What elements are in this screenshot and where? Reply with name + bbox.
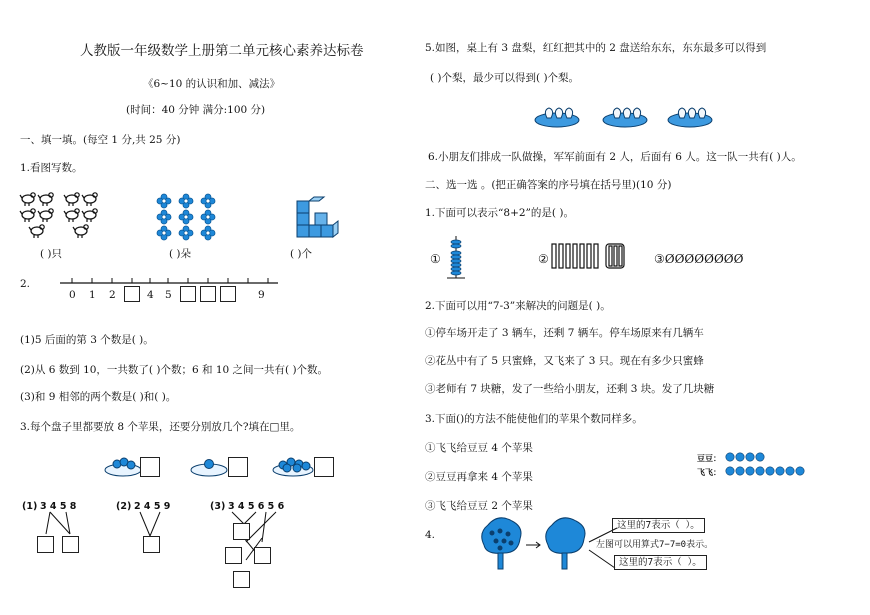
section1-heading: 一、填一填。(每空 1 分,共 25 分) bbox=[20, 134, 181, 146]
number-line-blank-box[interactable] bbox=[124, 286, 140, 302]
exam-meta: (时间：40 分钟 满分:100 分) bbox=[126, 104, 266, 116]
q2-part3: (3)和 9 相邻的两个数是( )和( )。 bbox=[20, 391, 177, 403]
s2-q2-option2: ②花丛中有了 5 只蜜蜂，又飞来了 3 只。现在有多少只蜜蜂 bbox=[425, 355, 704, 367]
q1-label: 1.看图写数。 bbox=[20, 162, 83, 174]
s2-q3-option1: ①飞飞给豆豆 4 个苹果 bbox=[425, 442, 533, 454]
feifei-label: 飞飞： bbox=[697, 468, 721, 477]
s2-q2-option3: ③老师有 7 块糖，发了一些给小朋友，还剩 3 块。发了几块糖 bbox=[425, 383, 715, 395]
split-3-nums: 3 4 5 6 5 6 bbox=[228, 501, 285, 512]
page-subtitle: 《6~10 的认识和加、减法》 bbox=[143, 78, 281, 90]
bird-group-icon bbox=[20, 192, 100, 242]
s2-q4-label: 4. bbox=[425, 529, 436, 541]
q5-line2: ( )个梨，最少可以得到( )个梨。 bbox=[430, 72, 580, 84]
split-1-tag: (1) bbox=[22, 501, 38, 512]
tick-5: 5 bbox=[165, 289, 172, 301]
apple-answer-box[interactable] bbox=[140, 457, 160, 477]
page-title: 人教版一年级数学上册第二单元核心素养达标卷 bbox=[80, 43, 364, 59]
q5-line1: 5.如图，桌上有 3 盘梨，红红把其中的 2 盘送给东东，东东最多可以得到 bbox=[425, 42, 767, 54]
q1-blank-birds[interactable]: ( )只 bbox=[40, 248, 63, 260]
split-answer-box[interactable] bbox=[143, 536, 160, 553]
split-1-nums: 3 4 5 8 bbox=[40, 501, 77, 512]
s2-q1-option2: ② bbox=[538, 252, 549, 266]
tick-4: 4 bbox=[147, 289, 154, 301]
split-answer-box[interactable] bbox=[233, 571, 250, 588]
split-answer-box[interactable] bbox=[225, 547, 242, 564]
number-line-blank-box[interactable] bbox=[200, 286, 216, 302]
tree-figure-icon bbox=[478, 517, 588, 575]
split-3-tag: (3) bbox=[210, 501, 226, 512]
s2-q3-option2: ②豆豆再拿来 4 个苹果 bbox=[425, 471, 533, 483]
split-2-tag: (2) bbox=[116, 501, 132, 512]
s2-q3-label: 3.下面()的方法不能使他们的苹果个数同样多。 bbox=[425, 413, 643, 425]
s2-q1-option3: ③ØØØØØØØØ bbox=[654, 252, 744, 266]
split-answer-box[interactable] bbox=[233, 523, 250, 540]
s2-q2-label: 2.下面可以用“7-3”来解决的问题是( )。 bbox=[425, 300, 611, 312]
s2-q1-option1: ① bbox=[430, 252, 441, 266]
apple-plate-group-icon bbox=[103, 455, 343, 483]
split-answer-box[interactable] bbox=[254, 547, 271, 564]
split-answer-box[interactable] bbox=[37, 536, 54, 553]
sticks-icon bbox=[552, 244, 632, 270]
s2-q2-option1: ①停车场开走了 3 辆车，还剩 7 辆车。停车场原来有几辆车 bbox=[425, 327, 704, 339]
q2-part1: (1)5 后面的第 3 个数是( )。 bbox=[20, 334, 154, 346]
section2-heading: 二、选一选 。(把正确答案的序号填在括号里)(10 分) bbox=[425, 179, 672, 191]
split-answer-box[interactable] bbox=[62, 536, 79, 553]
q1-blank-flowers[interactable]: ( )朵 bbox=[169, 248, 192, 260]
apple-answer-box[interactable] bbox=[228, 457, 248, 477]
cube-stack-icon bbox=[295, 199, 345, 241]
tick-0: 0 bbox=[69, 289, 76, 301]
split-1-lines bbox=[38, 512, 88, 537]
number-line-blank-box[interactable] bbox=[180, 286, 196, 302]
pear-plate-group-icon bbox=[535, 100, 715, 130]
q3-label: 3.每个盘子里都要放 8 个苹果，还要分别放几个?填在□里。 bbox=[20, 421, 301, 433]
tick-2: 2 bbox=[109, 289, 116, 301]
tick-9: 9 bbox=[258, 289, 265, 301]
apple-answer-box[interactable] bbox=[314, 457, 334, 477]
number-line-blank-box[interactable] bbox=[220, 286, 236, 302]
q6-text: 6.小朋友们排成一队做操，军军前面有 2 人，后面有 6 人。这一队一共有( )人。 bbox=[428, 151, 802, 163]
abacus-icon bbox=[445, 236, 467, 282]
split-2-nums: 2 4 5 9 bbox=[134, 501, 171, 512]
s2-q1-label: 1.下面可以表示“8+2”的是( )。 bbox=[425, 207, 574, 219]
callout-box-1: 这里的7表示（ ）。 bbox=[612, 518, 705, 533]
doudou-label: 豆豆： bbox=[697, 454, 721, 463]
q2-part2: (2)从 6 数到 10，一共数了( )个数；6 和 10 之间一共有( )个数。 bbox=[20, 364, 329, 376]
flower-group-icon bbox=[157, 194, 217, 244]
callout-caption: 左图可以用算式7−7=0表示。 bbox=[596, 540, 714, 550]
tick-1: 1 bbox=[89, 289, 96, 301]
s2-q3-option3: ③飞飞给豆豆 2 个苹果 bbox=[425, 500, 533, 512]
callout-box-2: 这里的7表示（ ）。 bbox=[614, 555, 707, 570]
q1-blank-cubes[interactable]: ( )个 bbox=[290, 248, 313, 260]
q2-label: 2. bbox=[20, 278, 31, 290]
apple-rows-icon bbox=[725, 452, 815, 476]
